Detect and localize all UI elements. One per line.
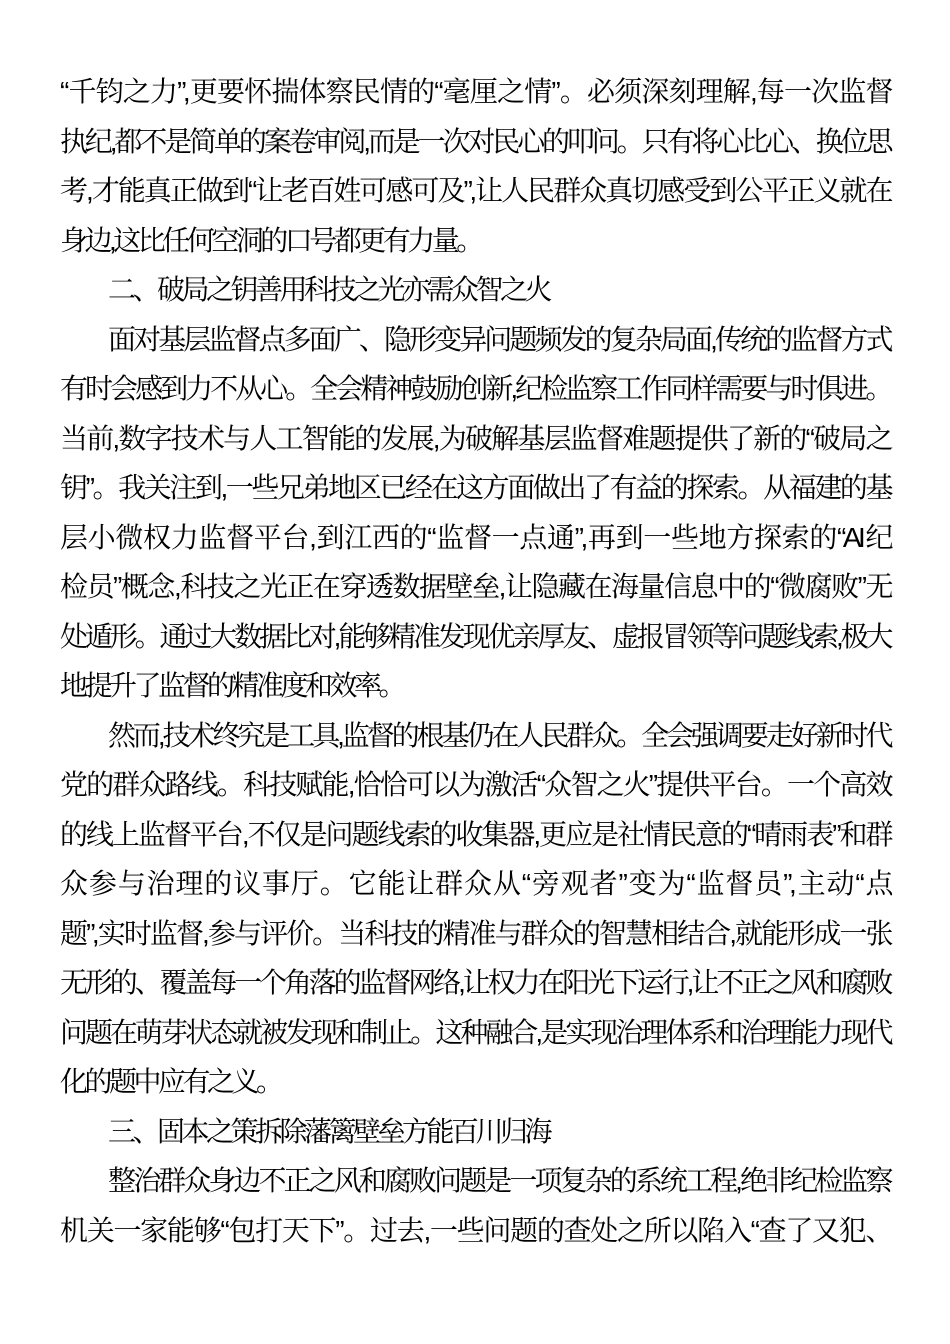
text-line: 化的题中应有之义。: [60, 1066, 281, 1097]
text-line: 处遁形。通过大数据比对,能够精准发现优亲厚友、虚报冒领等问题线索,极大: [60, 620, 890, 652]
text-line: 党的群众路线。科技赋能,恰恰可以为激活“众智之火”提供平台。一个高效: [60, 769, 890, 800]
paragraph: [60, 315, 890, 711]
text-line: 面对基层监督点多面广、隐形变异问题频发的复杂局面,传统的监督方式: [108, 323, 890, 355]
section-heading: [60, 1107, 890, 1157]
text-line: 身边,这比任何空洞的口号都更有力量。: [60, 224, 481, 256]
text-line: 无形的、覆盖每一个角落的监督网络,让权力在阳光下运行,让不正之风和腐败: [60, 967, 890, 998]
text-line: 地提升了监督的精准度和效率。: [60, 670, 404, 701]
text-line: 然而,技术终究是工具,监督的根基仍在人民群众。全会强调要走好新时代: [108, 719, 890, 751]
text-line: 当前,数字技术与人工智能的发展,为破解基层监督难题提供了新的“破局之: [60, 422, 890, 454]
text-line: 检员”概念,科技之光正在穿透数据壁垒,让隐藏在海量信息中的“微腐败”无: [60, 571, 890, 602]
text-line: 有时会感到力不从心。全会精神鼓励创新,纪检监察工作同样需要与时俱进。: [60, 373, 890, 404]
text-line: 问题在萌芽状态就被发现和制止。这种融合,是实现治理体系和治理能力现代: [60, 1016, 890, 1048]
heading-line: 三、固本之策拆除藩篱壁垒方能百川归海: [108, 1115, 550, 1147]
paragraph: [60, 711, 890, 1107]
text-line: 机关一家能够“包打天下”。过去,一些问题的查处之所以陷入“查了又犯、: [60, 1214, 890, 1246]
heading-line: 二、破局之钥善用科技之光亦需众智之火: [108, 274, 550, 305]
text-line: 众参与治理的议事厅。它能让群众从“旁观者”变为“监督员”,主动“点: [60, 868, 890, 899]
text-line: 整治群众身边不正之风和腐败问题是一项复杂的系统工程,绝非纪检监察: [108, 1165, 890, 1196]
text-line: 的线上监督平台,不仅是问题线索的收集器,更应是社情民意的“晴雨表”和群: [60, 818, 890, 850]
section-heading: [60, 265, 890, 315]
paragraph: [60, 1156, 890, 1255]
text-line: 执纪,都不是简单的案卷审阅,而是一次对民心的叩问。只有将心比心、换位思: [60, 125, 890, 157]
text-line: 层小微权力监督平台,到江西的“监督一点通”,再到一些地方探索的“AI纪: [60, 521, 890, 553]
text-line: 考,才能真正做到“让老百姓可感可及”,让人民群众真切感受到公平正义就在: [60, 175, 890, 206]
text-line: “千钧之力”,更要怀揣体察民情的“毫厘之情”。必须深刻理解,每一次监督: [60, 76, 890, 107]
document-page: [60, 0, 890, 1255]
paragraph: [60, 67, 890, 265]
text-line: 题”,实时监督,参与评价。当科技的精准与群众的智慧相结合,就能形成一张: [60, 917, 890, 949]
text-line: 钥”。我关注到,一些兄弟地区已经在这方面做出了有益的探索。从福建的基: [60, 472, 890, 503]
